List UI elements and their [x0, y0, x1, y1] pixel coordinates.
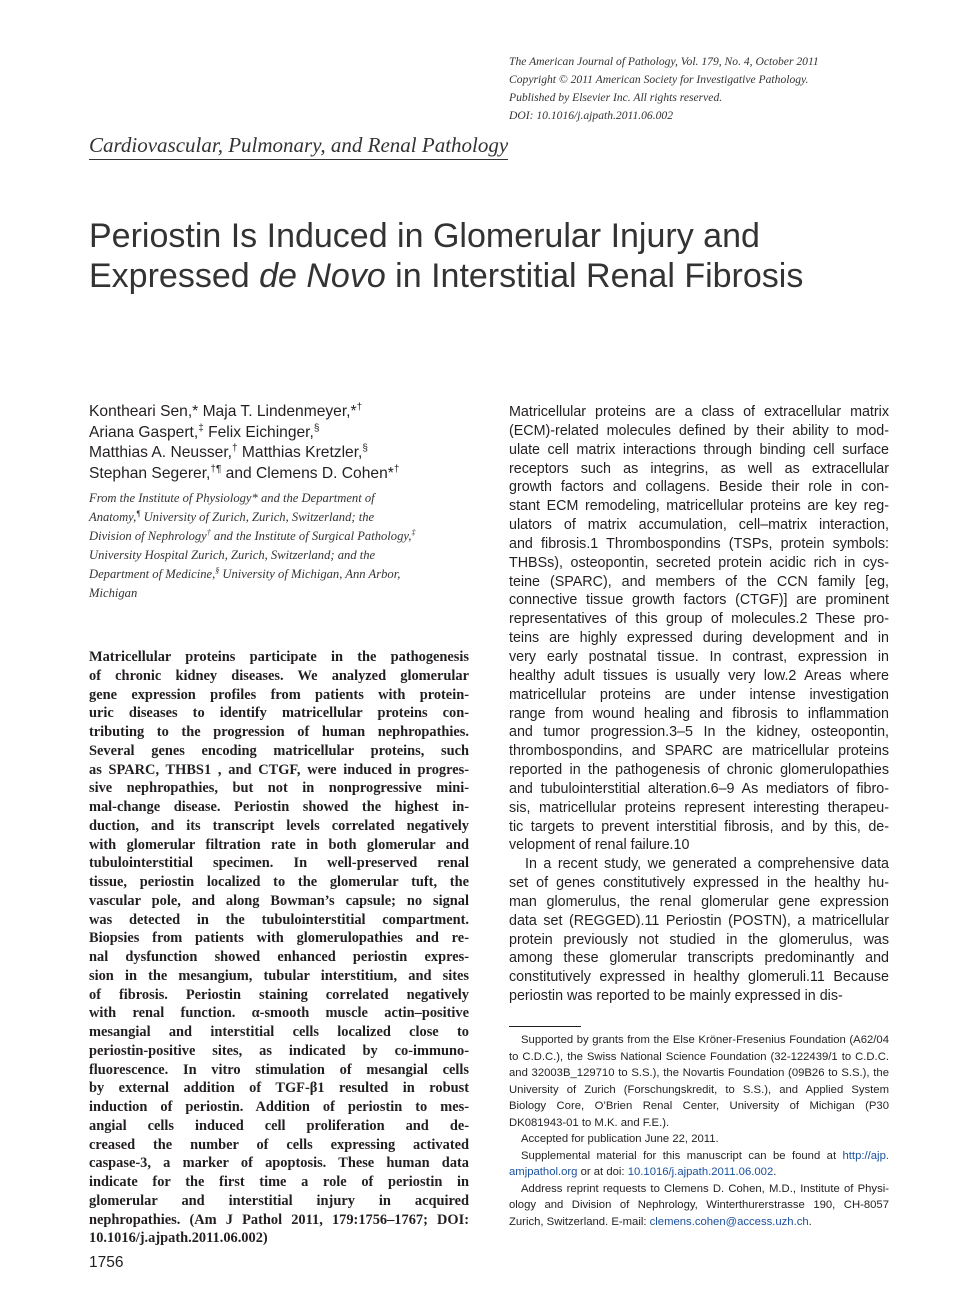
body-line: (ECM)-related molecules defined by their ability to mod-	[509, 422, 889, 439]
body-line: among these glomerular transcripts predominantly and	[509, 950, 889, 967]
abstract-line: angial cells induced cell proliferation and de-	[89, 1117, 469, 1134]
title-italic: de Novo	[259, 257, 386, 295]
body-line: and tubulointerstitial alteration.6–9 As mediators of fibro-	[509, 780, 889, 797]
body-line: data set (REGGED).11 Periostin (POSTN), a matricellular	[509, 912, 889, 929]
body-line: man glomerulus, the renal glomerular gene expression	[509, 893, 889, 910]
body-text	[509, 403, 889, 1006]
affiliation-line: Department of Medicine,§ University of Michigan, Ann Arbor,	[89, 565, 401, 581]
body-line: Matricellular proteins are a class of extracellular matrix	[509, 404, 889, 420]
journal-publisher: Published by Elsevier Inc. All rights reserved.	[509, 91, 723, 104]
page-number: 1756	[89, 1254, 124, 1271]
body-line: and fibrosis.1 Thrombospondins (TSPs, protein symbols:	[509, 535, 889, 552]
body-line: stant ECM remodeling, matricellular proteins are key reg-	[509, 498, 889, 515]
affiliation-line: Anatomy,¶ University of Zurich, Zurich, Switzerland; the	[89, 508, 375, 524]
author-list	[89, 402, 469, 484]
author-line: Stephan Segerer,†¶ and Clemens D. Cohen*†	[89, 463, 400, 482]
abstract-line: was detected in the tubulointerstitial compartment.	[89, 911, 469, 928]
supplemental-note-cont: amjpathol.org or at doi: 10.1016/j.ajpath.2011.06.002.	[509, 1166, 777, 1178]
affiliation-line: University Hospital Zurich, Zurich, Switzerland; and the	[89, 547, 376, 562]
funding-line: DK081943-01 to M.K. and F.E.).	[509, 1116, 670, 1129]
body-line: In a recent study, we generated a comprehensive data	[525, 856, 889, 873]
body-line: range from wound healing and fibrosis to inflammation	[509, 705, 889, 722]
abstract-line: indicate for the first time a role of periostin in	[89, 1174, 469, 1190]
abstract-line: Biopsies from patients with glomerulopathies and re-	[89, 930, 469, 947]
funding-line: Biology Core, O’Brien Renal Center, University of Michigan (P30	[509, 1100, 889, 1112]
reprint-line: ology and Division of Nephrology, Winterthurerstrasse 190, CH-8057	[509, 1199, 889, 1211]
abstract-line: fluorescence. In vitro stimulation of mesangial cells	[89, 1061, 469, 1078]
abstract-line: by external addition of TGF-β1 resulted in robust	[89, 1080, 469, 1097]
abstract-line: creased the number of cells expressing activated	[89, 1136, 469, 1153]
affiliation-line: From the Institute of Physiology* and the Department of	[89, 491, 375, 505]
body-line: periostin was reported to be mainly expressed in dis-	[509, 988, 843, 1005]
abstract-line: periostin-positive sites, as indicated by co-immuno-	[89, 1042, 469, 1059]
body-line: and tumor progression.3–5 In the kidney, osteopontin,	[509, 724, 889, 741]
title-line-2	[89, 256, 949, 296]
body-line: constitutively expressed in healthy glomeruli.11 Because	[509, 969, 889, 986]
affiliation-line: Division of Nephrology† and the Institute of Surgical Pathology,‡	[89, 527, 416, 543]
title-text: in Interstitial Renal Fibrosis	[385, 257, 804, 295]
funding-note	[509, 1032, 889, 1131]
funding-line: University of Zurich (Forschungskredit, to S.S.), and Applied System	[509, 1083, 889, 1096]
body-line: reported in the pathogenesis of chronic glomerulopathies	[509, 762, 889, 779]
journal-citation: The American Journal of Pathology, Vol. 179, No. 4, October 2011	[509, 55, 819, 68]
affiliation-line: Michigan	[89, 585, 138, 600]
abstract-line: mal-change disease. Periostin showed the highest in-	[89, 799, 469, 815]
body-line: ulators of matrix accumulation, cell–matrix interaction,	[509, 517, 889, 534]
footnote-divider	[509, 1026, 581, 1027]
abstract-line: of fibrosis. Periostin staining correlated negatively	[89, 986, 469, 1003]
body-line: growth factors and collagens. Beside their role in con-	[509, 479, 889, 496]
body-line: healthy adult tissues is usually very low.2 Areas where	[509, 667, 889, 684]
body-line: very early postnatal tissue. In contrast, expression in	[509, 648, 889, 665]
reprint-note-last: Zurich, Switzerland. E-mail: clemens.cohen@access.uzh.ch.	[509, 1215, 812, 1228]
author-line: Ariana Gaspert,‡ Felix Eichinger,§	[89, 422, 320, 441]
section-heading: Cardiovascular, Pulmonary, and Renal Pathology	[89, 132, 508, 160]
abstract-line: 10.1016/j.ajpath.2011.06.002)	[89, 1230, 268, 1247]
abstract-line: Matricellular proteins participate in the pathogenesis	[89, 649, 469, 665]
body-line: teins are highly expressed during development and in	[509, 630, 889, 647]
author-line: Kontheari Sen,* Maja T. Lindenmeyer,*†	[89, 401, 363, 420]
funding-line: and 32003B_129710 to S.S.), the Novartis Foundation (09B26 to S.S.), the	[509, 1067, 889, 1079]
body-line: velopment of renal failure.10	[509, 837, 690, 854]
funding-line: Supported by grants from the Else Kröner-Fresenius Foundation (A62/04	[521, 1034, 889, 1046]
abstract-line: nephropathies. (Am J Pathol 2011, 179:1756–1767; DOI:	[89, 1211, 469, 1228]
body-line: set of genes constitutively expressed in the healthy hu-	[509, 875, 889, 892]
abstract-line: tissue, periostin localized to the glomerular tuft, the	[89, 874, 469, 890]
abstract-line: duction, and its transcript levels correlated negatively	[89, 817, 469, 834]
email-link[interactable]: clemens.cohen@access.uzh.ch	[649, 1215, 809, 1228]
abstract-line: glomerular and interstitial injury in acquired	[89, 1192, 469, 1209]
abstract-line: nal dysfunction showed enhanced periostin expres-	[89, 949, 469, 965]
supplemental-link[interactable]: http://ajp.	[842, 1149, 889, 1162]
reprint-line: Address reprint requests to Clemens D. Cohen, M.D., Institute of Physi-	[521, 1182, 889, 1195]
title-text: Expressed	[89, 257, 260, 295]
accepted-note: Accepted for publication June 22, 2011.	[521, 1133, 719, 1145]
journal-doi: DOI: 10.1016/j.ajpath.2011.06.002	[509, 109, 674, 122]
funding-line: to C.D.C.), the Swiss National Science Foundation (32-122439/1 to C.D.C.	[509, 1050, 889, 1063]
abstract-line: of chronic kidney diseases. We analyzed glomerular	[89, 667, 469, 684]
journal-header	[509, 53, 949, 125]
abstract-line: uric diseases to identify matricellular proteins con-	[89, 705, 469, 722]
title-line-1: Periostin Is Induced in Glomerular Injury and	[89, 217, 760, 255]
abstract-line: induction of periostin. Addition of periostin to mes-	[89, 1099, 469, 1115]
abstract-line: Several genes encoding matricellular proteins, such	[89, 742, 469, 759]
abstract-line: with glomerular filtration rate in both glomerular and	[89, 836, 469, 853]
body-line: teine (SPARC), and members of the CCN family [eg,	[509, 573, 889, 590]
body-line: representatives of this group of molecules.2 These pro-	[509, 611, 889, 628]
supplemental-note: Supplemental material for this manuscript can be found at http://ajp.	[521, 1149, 889, 1162]
body-line: tic targets to prevent interstitial fibrosis, and by this, de-	[509, 818, 889, 835]
body-line: THBSs), osteopontin, secreted protein acidic rich in cys-	[509, 554, 889, 571]
body-line: connective tissue growth factors (CTGF)] are prominent	[509, 592, 889, 609]
abstract-line: vascular pole, and along Bowman’s capsule; no signal	[89, 892, 469, 909]
abstract-line: with renal function. α-smooth muscle actin–positive	[89, 1005, 469, 1022]
journal-copyright: Copyright © 2011 American Society for Investigative Pathology.	[509, 73, 809, 86]
abstract-line: tubulointerstitial specimen. In well-preserved renal	[89, 855, 469, 872]
abstract	[89, 648, 469, 1248]
author-line: Matthias A. Neusser,† Matthias Kretzler,§	[89, 442, 368, 461]
body-line: matricellular proteins are under intense investigation	[509, 686, 889, 703]
article-title	[89, 216, 949, 296]
abstract-line: sive nephropathies, but not in nonprogressive mini-	[89, 780, 469, 797]
body-line: thrombospondins, and SPARC are matricellular proteins	[509, 743, 889, 760]
body-line: sis, matricellular proteins represent interesting therapeu-	[509, 799, 889, 816]
reprint-note	[509, 1181, 889, 1214]
supplemental-link[interactable]: amjpathol.org	[509, 1166, 578, 1178]
abstract-line: sion in the mesangium, tubular interstitium, and sites	[89, 967, 469, 984]
abstract-line: tributing to the progression of human nephropathies.	[89, 724, 469, 740]
doi-link[interactable]: 10.1016/j.ajpath.2011.06.002	[627, 1166, 774, 1178]
abstract-line: gene expression profiles from patients with protein-	[89, 686, 469, 703]
body-line: ulate cell matrix interactions through binding cell surface	[509, 441, 889, 458]
body-line: protein previously not studied in the glomerulus, was	[509, 931, 889, 948]
abstract-line: as SPARC, THBS1 , and CTGF, were induced in progres-	[89, 761, 469, 778]
body-line: receptors such as integrins, as well as extracellular	[509, 460, 889, 477]
footnotes	[509, 1032, 889, 1230]
abstract-line: mesangial and interstitial cells localized close to	[89, 1024, 469, 1040]
abstract-line: caspase-3, a marker of apoptosis. These human data	[89, 1155, 469, 1172]
affiliations	[89, 489, 469, 602]
